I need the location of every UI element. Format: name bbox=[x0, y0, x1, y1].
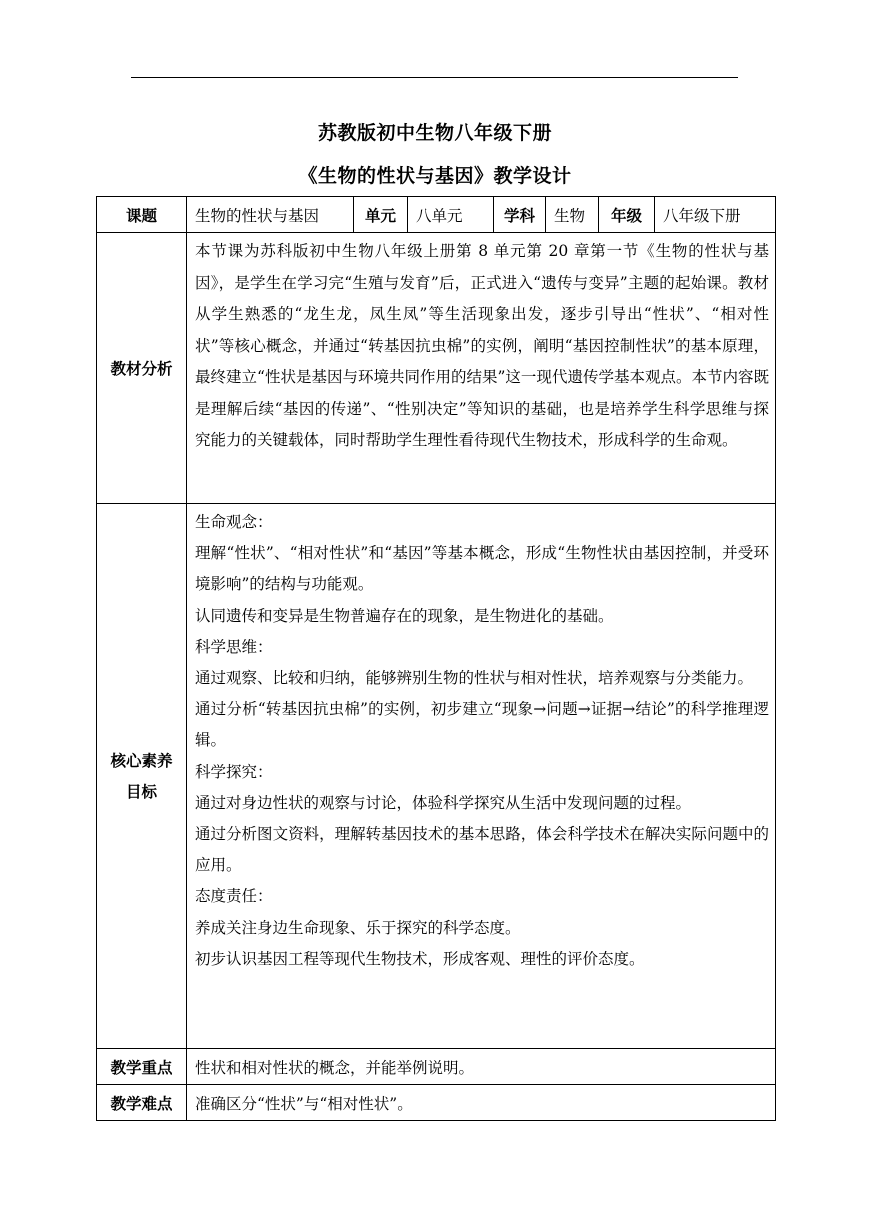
info-row bbox=[97, 197, 776, 233]
unit-label: 单元 bbox=[354, 197, 408, 233]
goals-label-line2: 目标 bbox=[125, 782, 157, 801]
subject-value: 生物 bbox=[546, 197, 599, 233]
goal-line: 态度责任： bbox=[195, 887, 273, 906]
difficulty-row bbox=[97, 1085, 776, 1121]
goal-line: 认同遗传和变异是生物普遍存在的现象，是生物进化的基础。 bbox=[195, 606, 614, 625]
analysis-text: 本节课为苏科版初中生物八年级上册第 8 单元第 20 章第一节《生物的性状与基因》，是学生在学习完“生殖与发育”后，正式进入“遗传与变异”主题的起始课。教材从学生熟悉的“龙生龙，凤生凤”等生活现象出发，逐步引导出“性状”、“相对性状”等核心概念，并通过“转基因抗虫棉”的实例，阐明“基因控制性状”的基本原理，最终建立“性状是基因与环境共同作用的结果”这一现代遗传学基本观点。本节内容既是理解后续“基因的传递”、“性别决定”等知识的基础，也是培养学生科学思维与探究能力的关键载体，同时帮助学生理性看待现代生物技术，形成科学的生命观。 bbox=[195, 242, 769, 449]
document-subtitle: 《生物的性状与基因》教学设计 bbox=[298, 165, 572, 187]
goal-line: 通过分析“转基因抗虫棉”的实例，初步建立“现象→问题→证据→结论”的科学推理逻辑。 bbox=[195, 700, 769, 750]
subject-label: 学科 bbox=[494, 197, 546, 233]
document-title: 苏教版初中生物八年级下册 bbox=[317, 122, 552, 144]
goals-label-line1: 核心素养 bbox=[110, 751, 173, 770]
analysis-cell bbox=[187, 233, 776, 504]
goal-line: 生命观念： bbox=[195, 513, 273, 531]
goals-row bbox=[97, 504, 776, 1049]
lesson-design-table bbox=[96, 196, 776, 1121]
goal-line: 通过对身边性状的观察与讨论，体验科学探究从生活中发现问题的过程。 bbox=[195, 793, 692, 812]
unit-value: 八单元 bbox=[408, 197, 494, 233]
key-point-row bbox=[97, 1049, 776, 1085]
topic-value: 生物的性状与基因 bbox=[187, 197, 354, 233]
goal-line: 初步认识基因工程等现代生物技术，形成客观、理性的评价态度。 bbox=[195, 949, 645, 968]
topic-label: 课题 bbox=[97, 197, 187, 233]
difficulty-text: 准确区分“性状”与“相对性状”。 bbox=[187, 1085, 776, 1121]
goals-cell bbox=[187, 504, 776, 1049]
header-rule bbox=[131, 77, 738, 78]
goal-line: 养成关注身边生命现象、乐于探究的科学态度。 bbox=[195, 918, 521, 937]
analysis-row bbox=[97, 233, 776, 504]
goal-line: 通过分析图文资料，理解转基因技术的基本思路，体会科学技术在解决实际问题中的应用。 bbox=[195, 825, 769, 875]
goal-line: 科学探究： bbox=[195, 762, 273, 781]
goal-line: 理解“性状”、“相对性状”和“基因”等基本概念，形成“生物性状由基因控制，并受环境影响”的结构与功能观。 bbox=[195, 544, 769, 594]
difficulty-label: 教学难点 bbox=[97, 1085, 187, 1121]
analysis-label: 教材分析 bbox=[97, 233, 187, 504]
grade-label: 年级 bbox=[599, 197, 655, 233]
key-point-text: 性状和相对性状的概念，并能举例说明。 bbox=[187, 1049, 776, 1085]
goal-line: 通过观察、比较和归纳，能够辨别生物的性状与相对性状，培养观察与分类能力。 bbox=[195, 669, 754, 688]
goals-label bbox=[97, 504, 187, 1049]
goal-line: 科学思维： bbox=[195, 637, 273, 656]
key-point-label: 教学重点 bbox=[97, 1049, 187, 1085]
grade-value: 八年级下册 bbox=[655, 197, 776, 233]
